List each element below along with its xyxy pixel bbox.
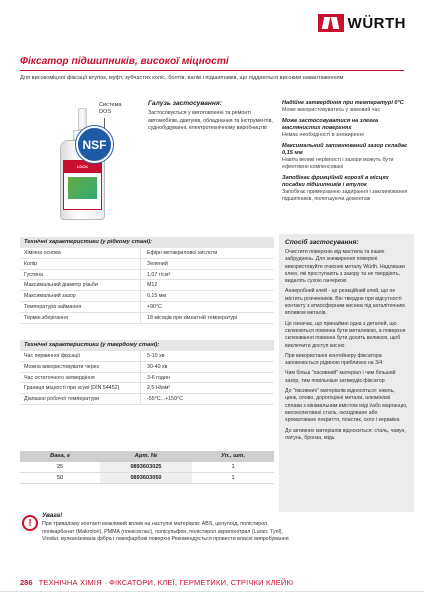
feature-item: Може застосовуватися на злегка маслянистих поверхнях Немає необхідності в знежиренні <box>282 118 379 138</box>
usage-paragraph: Очистити поверхню від мастила та інших забруднень. Для знежирення поверхні використовуйте очисник металу Würth. Надлишки клею, які проступають з зазору та не твердіють, видаліть сухою ганчіркою <box>285 249 405 285</box>
table-row: Максимальний зазор 0,15 мм <box>20 291 274 302</box>
order-table <box>20 451 274 484</box>
brand-name: WÜRTH <box>347 14 406 32</box>
usage-paragraph: Це означає, що принаймні одна з деталей, що склеюються повинна бути металевою, а поверхня склеювання повинна бути досить великою, щоб виключити доступ кисню <box>285 320 406 349</box>
wurth-logo-icon <box>318 14 344 32</box>
tech-solid-title: Технічні характеристики (у твердому стані): <box>20 340 274 351</box>
order-table-header: Вага, г Арт. № Уп., шт. <box>20 451 274 462</box>
warning-title: Увага! <box>42 512 63 519</box>
page-number: 286 <box>20 578 33 587</box>
nsf-badge-icon: NSF <box>76 126 113 163</box>
feature-item: Максимальний заповнюваний зазор складає 0,15 мм Навіть великі нерівності і зазори можуть бути ефективно компенсовані <box>282 143 408 170</box>
table-row: Час первинної фіксації 5-10 хв <box>20 351 274 362</box>
tech-solid-table <box>20 340 274 405</box>
usage-title: Спосіб застосування: <box>285 239 359 246</box>
footer-section: ТЕХНІЧНА ХІМІЯ · ФІКСАТОРИ, КЛЕЇ, ГЕРМЕТИКИ, СТРІЧКИ КЛЕЙКІ <box>38 578 294 587</box>
table-row: Границя міцності при зсуві (DIN 54452) 2,5 Н/мм² <box>20 383 274 394</box>
table-row: Температура займання +90°C <box>20 302 274 313</box>
table-row[interactable]: 50 0893603050 1 <box>20 473 274 484</box>
article-number[interactable]: 0893603050 <box>100 473 192 483</box>
feature-item: Надійне затвердіння при температурі 0°C Може використовуватись у зимовий час <box>282 100 404 113</box>
features-list <box>282 100 410 207</box>
table-row: Колір Зелений <box>20 259 274 270</box>
warning-icon: ! <box>22 515 38 531</box>
tech-liquid-table <box>20 237 274 324</box>
feature-item: Запобігає фрикційній корозії в місцях посадки підшипників і втулок Запобігає примерзанню задирання і заклинювання підшипників, полегшуючи демонтаж <box>282 175 408 202</box>
usage-paragraph: Анаеробний клей - це реакційний клей, що не містить розчинників. Він твердне при відсутності контакту з атмосферним киснем під каталітичним впливом металів. <box>285 288 405 317</box>
page-footer <box>20 578 293 587</box>
usage-sidebar <box>279 234 414 512</box>
table-row[interactable]: 25 0893603025 1 <box>20 462 274 473</box>
application-text: Застосовується у виготовленні та ремонті автомобілів, двигунів, обладнання та інструментів, суднобудуванні, електротехнічному виробництві <box>148 110 273 131</box>
footer-divider <box>0 591 424 592</box>
system-dos-label: Система DOS <box>99 102 122 115</box>
usage-paragraph: До "пасивних" матеріалів відносяться: нікель, цинк, олово, дорогоцінні метали, алюмінієві сплави з мінімальним вмістом міді і/або марганцю, високолеговані сталь, оксидоване або хроматоване покриття, пластик, скло і кераміка <box>285 388 408 424</box>
article-number[interactable]: 0893603025 <box>100 462 192 472</box>
table-row: Час остаточного затвердіння 3-6 годин <box>20 373 274 384</box>
title-divider <box>20 70 404 71</box>
table-row: Максимальний діаметр різьби M12 <box>20 280 274 291</box>
application-title: Галузь застосування: <box>148 100 222 107</box>
table-row: Термін зберігання 18 місяців при кімнатній температурі <box>20 313 274 324</box>
table-row: Діапазон робочої температури -55°C...+150°C <box>20 394 274 405</box>
bottle-band-label: LOCK <box>64 161 101 173</box>
table-row: Хімічна основа Ефірн метакрилової кислоти <box>20 248 274 259</box>
tech-liquid-title: Технічні характеристики (у рідкому стані): <box>20 237 274 248</box>
warning-text: При тривалому контакті можливий вплив на наступні матеріали: ABS, целулоїд, полістирол, полікарбонат (Makrolon), PMMA (плексиглас), полісульфон, полістирол акрилонітрил (Luran, Tyril), Vinidur, вулканізована фібра і лакофарбові поверхні Рекомендується провести власні випробування <box>42 521 289 542</box>
usage-paragraph: Чим більш "пасивний" матеріал і чим більший зазор, тим повільніше затвердіє фіксатор <box>285 370 396 384</box>
usage-paragraph: До активних матеріалів відноситься: сталь, чавун, латунь, бронза, мідь <box>285 427 406 441</box>
table-row: Густина 1,07 г/см³ <box>20 270 274 281</box>
callout-line <box>104 118 105 128</box>
page-subtitle: Для високоміцної фіксації втулок, муфт, зубчастих коліс, болтів, валів і підшипників, що піддаються високим навантаженням <box>20 75 344 81</box>
usage-paragraph: При використанні контейнеру фіксатора заповнюється рідиною приблизно на 3/4 <box>285 352 383 367</box>
product-image <box>32 100 142 225</box>
page-title: Фіксатор підшипників, високої міцності <box>20 56 229 67</box>
brand-logo <box>318 14 406 32</box>
table-row: Можна використовувати через 30-40 хв <box>20 362 274 373</box>
